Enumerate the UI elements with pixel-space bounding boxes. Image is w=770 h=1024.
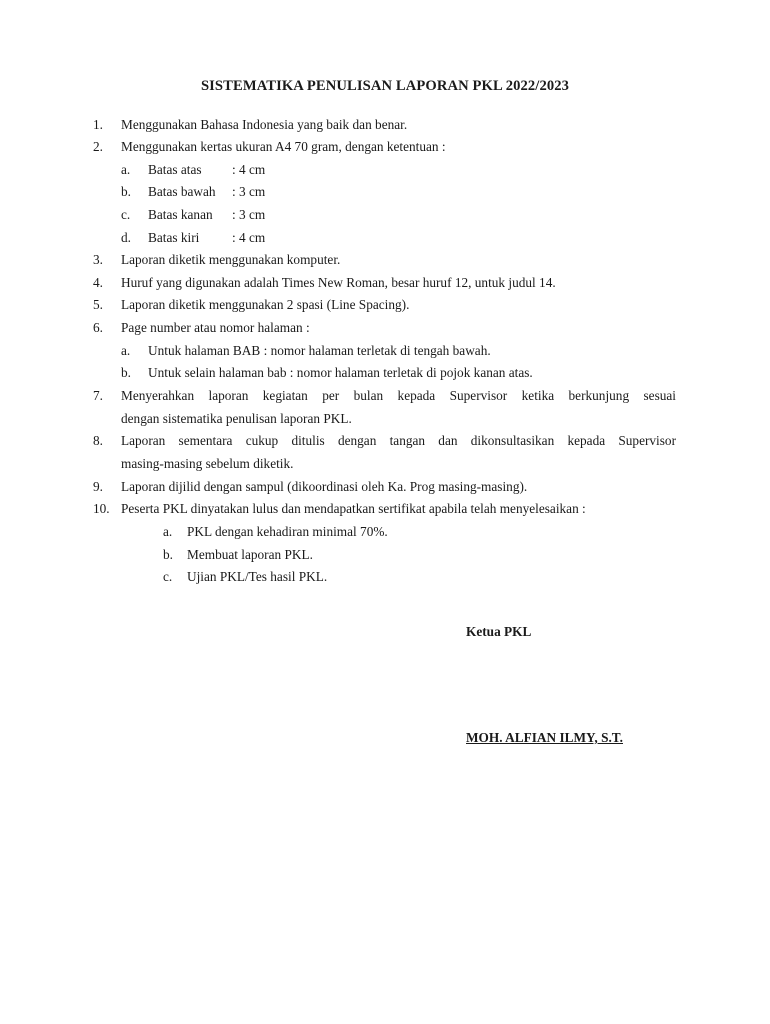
sub-item xyxy=(0,545,770,565)
item-number: 1. xyxy=(93,117,103,132)
sub-item-mark: b. xyxy=(163,547,173,562)
item-number: 6. xyxy=(93,320,103,335)
sub-item xyxy=(0,363,770,383)
sub-item-mark: c. xyxy=(121,207,131,222)
sub-item-text: Untuk halaman BAB : nomor halaman terletak di tengah bawah. xyxy=(148,343,491,358)
item-number: 9. xyxy=(93,479,103,494)
sub-item xyxy=(0,567,770,587)
sub-item-label: Batas bawah xyxy=(148,184,216,199)
list-item xyxy=(0,431,770,451)
sub-item xyxy=(0,205,770,225)
item-text-line-1: Laporan sementara cukup ditulis dengan tangan dan dikonsultasikan kepada Supervisor xyxy=(121,433,676,448)
list-item xyxy=(0,318,770,338)
item-text: Laporan diketik menggunakan 2 spasi (Line Spacing). xyxy=(121,297,410,312)
item-text-line-2: masing-masing sebelum diketik. xyxy=(121,456,294,471)
item-text-line-2: dengan sistematika penulisan laporan PKL. xyxy=(121,411,352,426)
list-item xyxy=(0,499,770,519)
item-number: 7. xyxy=(93,388,103,403)
item-text: Laporan dijilid dengan sampul (dikoordinasi oleh Ka. Prog masing-masing). xyxy=(121,479,528,494)
sub-item-text: Untuk selain halaman bab : nomor halaman terletak di pojok kanan atas. xyxy=(148,365,533,380)
sub-item-mark: b. xyxy=(121,184,131,199)
sub-item-mark: a. xyxy=(121,343,131,358)
sub-item-text: PKL dengan kehadiran minimal 70%. xyxy=(187,524,388,539)
item-text: Laporan diketik menggunakan komputer. xyxy=(121,252,341,267)
sub-item xyxy=(0,228,770,248)
sub-item-value: : 3 cm xyxy=(232,207,266,222)
sub-item-mark: d. xyxy=(121,230,131,245)
list-item xyxy=(0,295,770,315)
list-item xyxy=(0,386,770,406)
sub-item xyxy=(0,522,770,542)
sub-item-mark: a. xyxy=(163,524,173,539)
sub-item-text: Ujian PKL/Tes hasil PKL. xyxy=(187,569,328,584)
sub-item-value: : 4 cm xyxy=(232,230,266,245)
item-text: Menggunakan kertas ukuran A4 70 gram, dengan ketentuan : xyxy=(121,139,446,154)
item-number: 3. xyxy=(93,252,103,267)
sub-item xyxy=(0,341,770,361)
list-item xyxy=(0,115,770,135)
item-number: 10. xyxy=(93,501,110,516)
list-item-continuation xyxy=(0,409,770,429)
sub-item xyxy=(0,182,770,202)
document-title: SISTEMATIKA PENULISAN LAPORAN PKL 2022/2023 xyxy=(200,78,570,94)
item-text: Peserta PKL dinyatakan lulus dan mendapatkan sertifikat apabila telah menyelesaikan : xyxy=(121,501,586,516)
list-item-continuation xyxy=(0,454,770,474)
list-item xyxy=(0,137,770,157)
sub-item xyxy=(0,160,770,180)
sub-item-mark: a. xyxy=(121,162,131,177)
item-number: 5. xyxy=(93,297,103,312)
sub-item-value: : 4 cm xyxy=(232,162,266,177)
item-text: Huruf yang digunakan adalah Times New Roman, besar huruf 12, untuk judul 14. xyxy=(121,275,556,290)
sub-item-mark: b. xyxy=(121,365,131,380)
sub-item-value: : 3 cm xyxy=(232,184,266,199)
sub-item-label: Batas kiri xyxy=(148,230,200,245)
sub-item-text: Membuat laporan PKL. xyxy=(187,547,313,562)
item-number: 2. xyxy=(93,139,103,154)
list-item xyxy=(0,250,770,270)
list-item xyxy=(0,273,770,293)
item-text: Page number atau nomor halaman : xyxy=(121,320,310,335)
sub-item-mark: c. xyxy=(163,569,173,584)
sub-item-label: Batas atas xyxy=(148,162,202,177)
list-item xyxy=(0,477,770,497)
signature-name: MOH. ALFIAN ILMY, S.T. xyxy=(466,730,623,745)
item-number: 8. xyxy=(93,433,103,448)
item-text-line-1: Menyerahkan laporan kegiatan per bulan kepada Supervisor ketika berkunjung sesuai xyxy=(121,388,676,403)
sub-item-label: Batas kanan xyxy=(148,207,213,222)
signature-role: Ketua PKL xyxy=(466,624,532,639)
item-number: 4. xyxy=(93,275,103,290)
item-text: Menggunakan Bahasa Indonesia yang baik dan benar. xyxy=(121,117,408,132)
